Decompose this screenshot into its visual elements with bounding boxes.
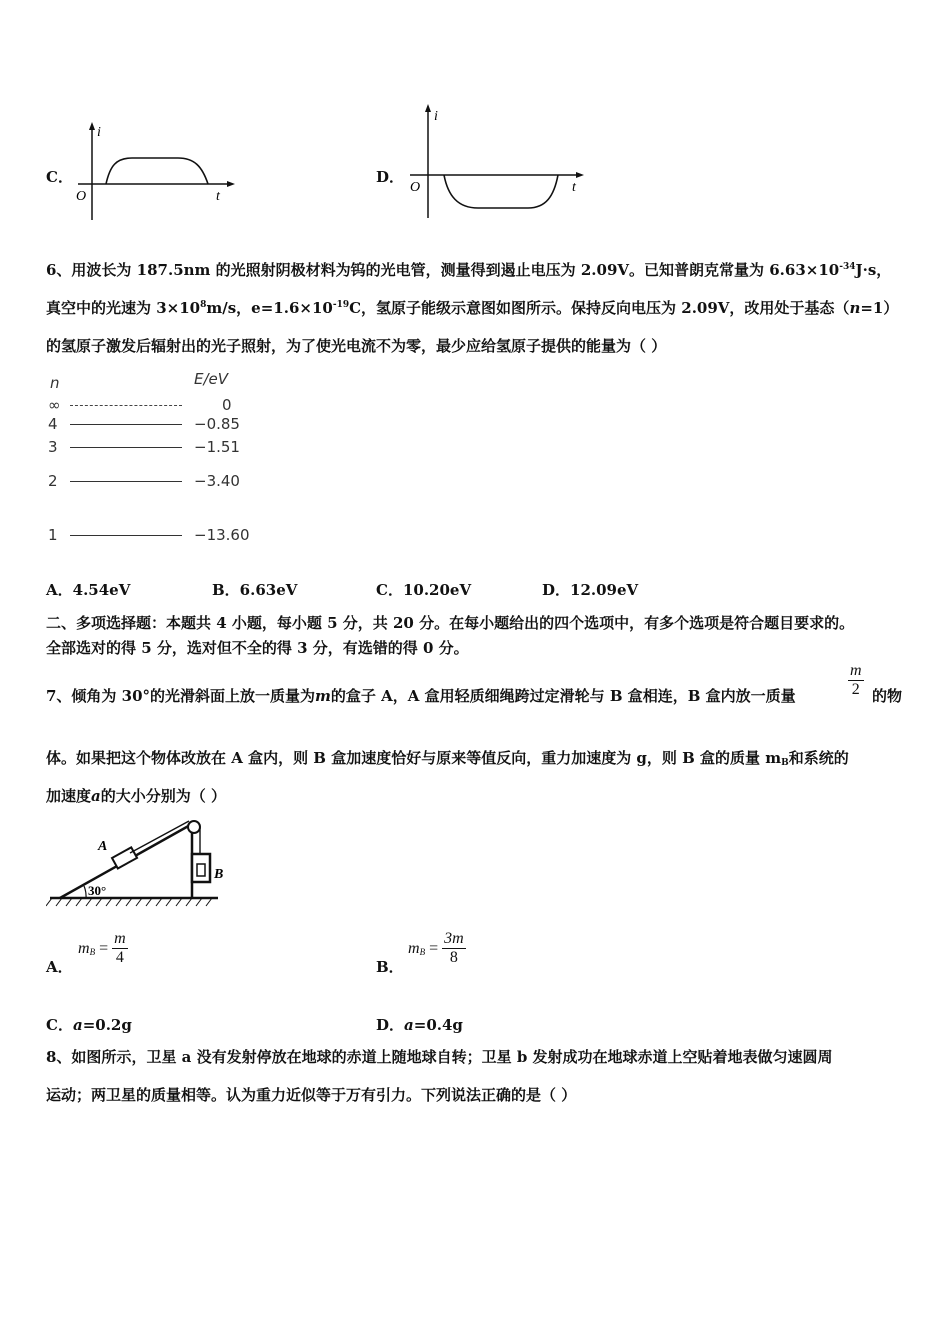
axis-y-label: i bbox=[97, 125, 101, 140]
section-2-header-line-2: 全部选对的得 5 分，选对但不全的得 3 分，有选错的得 0 分。 bbox=[46, 639, 469, 657]
origin-label: O bbox=[76, 189, 87, 204]
level-3-e: −1.51 bbox=[194, 438, 240, 456]
option-d-label[interactable]: D． bbox=[376, 168, 405, 186]
q6-option-b[interactable]: B．6.63eV bbox=[212, 581, 298, 599]
q7-option-d[interactable]: D．a=0.4g bbox=[376, 1016, 463, 1034]
q6-line-1: 6、用波长为 187.5nm 的光照射阴极材料为钨的光电管，测量得到遏止电压为 2.09V。已知普朗克常量为 $6.63\times 10^{-34}J\cdot s$， bbox=[46, 261, 892, 279]
q7-option-a-label[interactable]: A． bbox=[46, 958, 73, 976]
q7-line-1: 7、倾角为 30°的光滑斜面上放一质量为m的盒子 A，A 盒用轻质细绳跨过定滑轮与 B 盒相连，B 盒内放一质量 bbox=[46, 687, 796, 705]
box-b-content bbox=[197, 864, 205, 876]
level-1-e: −13.60 bbox=[194, 526, 250, 544]
level-inf-n: ∞ bbox=[48, 396, 61, 414]
q7-option-b-label[interactable]: B． bbox=[376, 958, 404, 976]
q7-option-a-formula[interactable]: $m_B$ = $\frac{m}{4}$ bbox=[78, 930, 126, 966]
origin-label: O bbox=[410, 180, 421, 195]
energy-level-diagram bbox=[44, 368, 264, 553]
y-axis-arrow bbox=[425, 104, 431, 112]
q7-option-c[interactable]: C．a=0.2g bbox=[46, 1016, 132, 1034]
q7-line-1-end: 的物 bbox=[872, 687, 903, 705]
q8-line-1: 8、如图所示，卫星 a 没有发射停放在地球的赤道上随地球自转；卫星 b 发射成功在地球赤道上空贴着地表做匀速圆周 bbox=[46, 1048, 833, 1066]
e-header: E/eV bbox=[194, 370, 229, 388]
graph-c bbox=[70, 120, 240, 225]
rope-incline bbox=[130, 821, 189, 853]
axis-y-label: i bbox=[434, 109, 438, 124]
level-4-e: −0.85 bbox=[194, 415, 240, 433]
q6-line-3: 的氢原子激发后辐射出的光子照射，为了使光电流不为零，最少应给氢原子提供的能量为（ ） bbox=[46, 337, 667, 355]
level-2-n: 2 bbox=[48, 472, 58, 490]
q7-option-b-formula[interactable]: $m_B$ = $\frac{3m}{8}$ bbox=[408, 930, 464, 966]
angle-label: 30° bbox=[88, 883, 107, 898]
axis-x-label: t bbox=[572, 180, 576, 195]
x-axis-arrow bbox=[227, 181, 235, 187]
section-2-header-line-1: 二、多项选择题：本题共 4 小题，每小题 5 分，共 20 分。在每小题给出的四个选项中，有多个选项是符合题目要求的。 bbox=[46, 614, 855, 632]
axis-x-label: t bbox=[216, 189, 220, 204]
level-1-n: 1 bbox=[48, 526, 58, 544]
q6-option-a[interactable]: A．4.54eV bbox=[46, 581, 131, 599]
pulley bbox=[188, 821, 200, 833]
box-a-label: A bbox=[98, 839, 108, 854]
graph-d bbox=[400, 100, 590, 225]
q8-line-2: 运动；两卫星的质量相等。认为重力近似等于万有引力。下列说法正确的是（ ） bbox=[46, 1086, 577, 1104]
q7-line-3: 加速度a的大小分别为（ ） bbox=[46, 787, 226, 805]
current-curve-negative bbox=[444, 175, 558, 208]
angle-arc bbox=[84, 886, 86, 898]
x-axis-arrow bbox=[576, 172, 584, 178]
q6-option-d[interactable]: D．12.09eV bbox=[542, 581, 639, 599]
n-header: n bbox=[50, 374, 60, 392]
q6-line-2: 真空中的光速为 $3\times 10^8m/s$，$e=1.6\times 10^{-19}C$，氢原子能级示意图如图所示。保持反向电压为 2.09V，改用处于基态（n=1） bbox=[46, 299, 899, 317]
level-3-line bbox=[70, 447, 182, 448]
level-3-n: 3 bbox=[48, 438, 58, 456]
level-2-e: −3.40 bbox=[194, 472, 240, 490]
q6-option-c[interactable]: C．10.20eV bbox=[376, 581, 472, 599]
level-4-n: 4 bbox=[48, 415, 58, 433]
current-curve-positive bbox=[106, 158, 208, 184]
incline-pulley-figure bbox=[46, 816, 226, 912]
q7-line-2: 体。如果把这个物体改放在 A 盒内，则 B 盒加速度恰好与原来等值反向，重力加速度为 g，则 B 盒的质量 $m_B$和系统的 bbox=[46, 749, 849, 768]
y-axis-arrow bbox=[89, 122, 95, 130]
level-inf-e: 0 bbox=[222, 396, 232, 414]
box-b-label: B bbox=[214, 867, 224, 882]
level-2-line bbox=[70, 481, 182, 482]
q7-fraction-m-over-2: $\frac{m}{2}$ bbox=[850, 662, 862, 698]
level-1-line bbox=[70, 535, 182, 536]
level-inf-line bbox=[70, 405, 182, 406]
option-c-label[interactable]: C． bbox=[46, 168, 73, 186]
level-4-line bbox=[70, 424, 182, 425]
